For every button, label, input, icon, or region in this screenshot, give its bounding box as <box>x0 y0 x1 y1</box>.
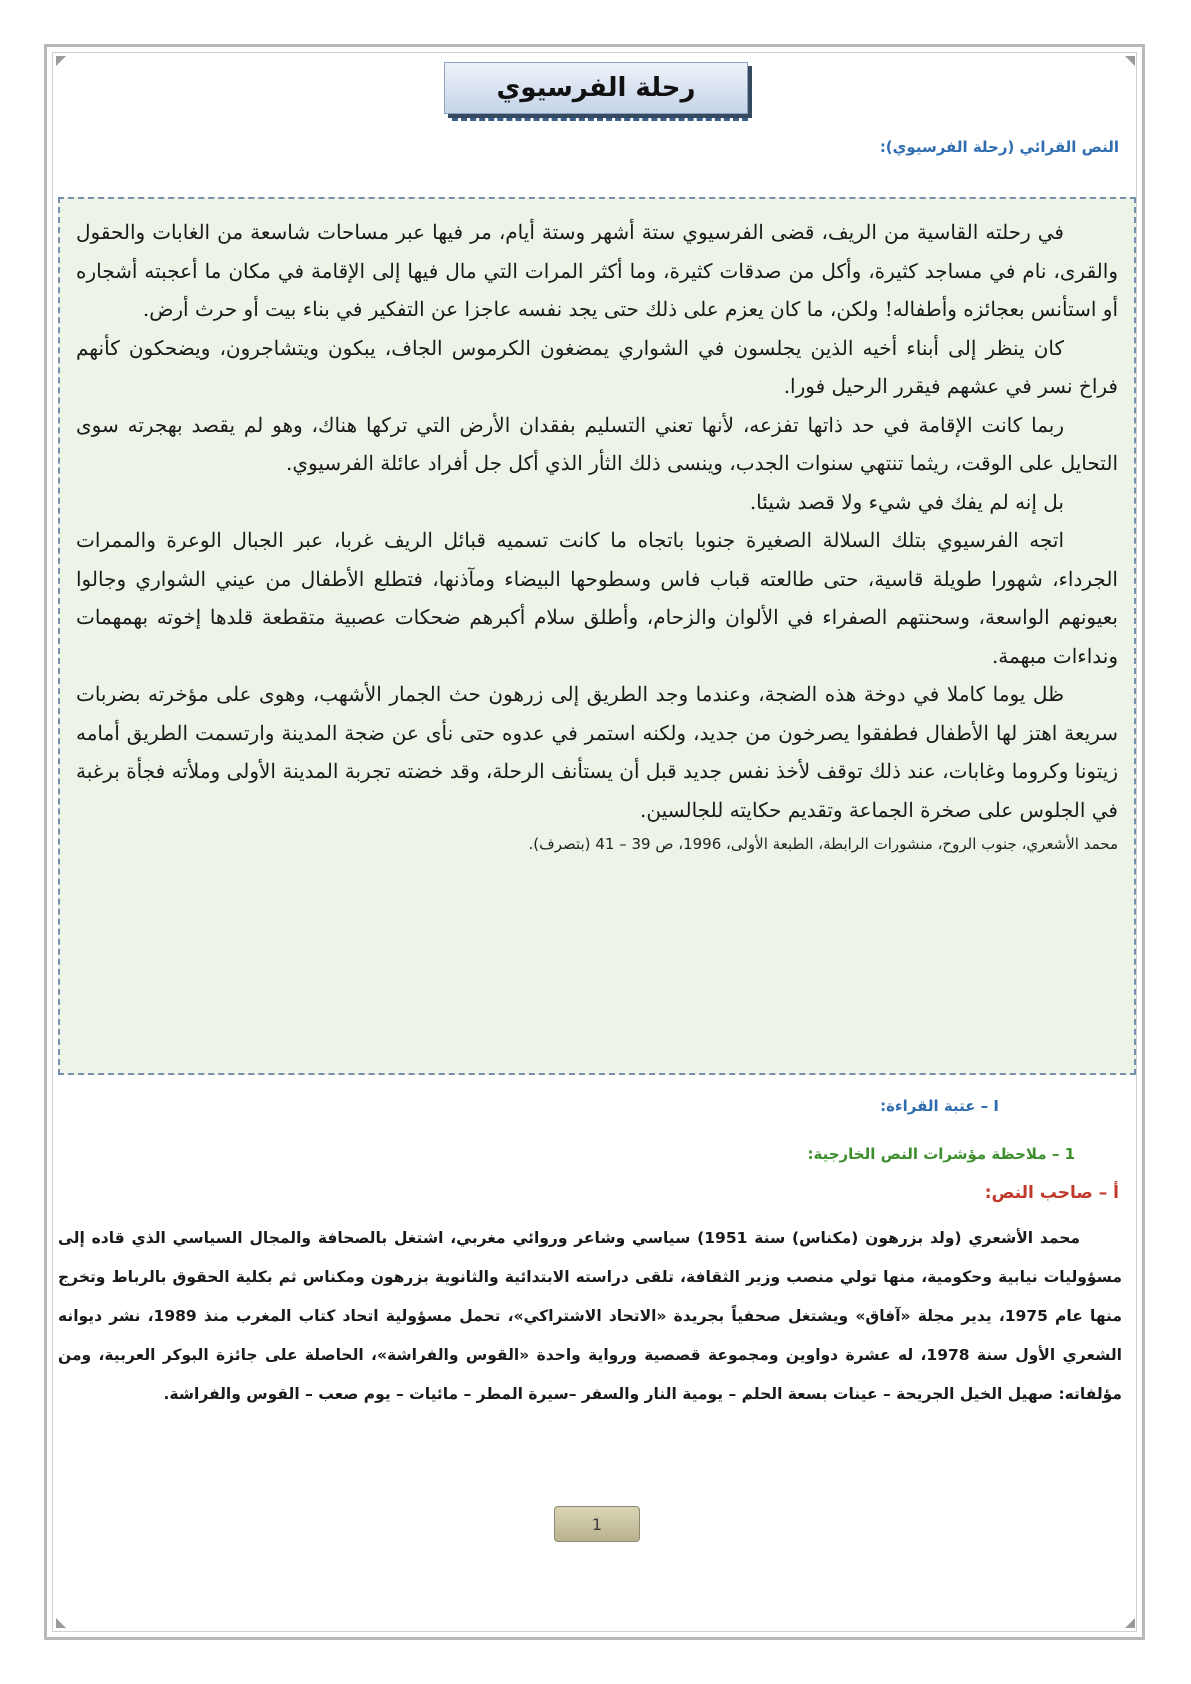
paragraph: بل إنه لم يفك في شيء ولا قصد شيئا. <box>749 489 1064 514</box>
corner-ornament <box>56 1618 66 1628</box>
paragraph: في رحلته القاسية من الريف، قضى الفرسيوي ستة أشهر وستة أيام، مر فيها عبر مساحات شاسعة من الغابات والحقول والقرى، نام في مساجد كثيرة، وأكل من صدقات كثيرة، وما أكثر المرات التي مال فيها إلى الإقامة في مكان ما أعجبته أشجاره أو استأنس بعجائزه وأطفاله! ولكن، ما كان يعزم على ذلك حتى يجد نفسه عاجزا عن التفكير في بناء بيت أو حرث أرض. <box>76 220 1118 321</box>
reading-text-label: النص القرائي (رحلة الفرسيوي): <box>879 138 1119 156</box>
heading-reading-threshold: I – عتبة القراءة: <box>880 1097 999 1115</box>
source-citation: محمد الأشعري، جنوب الروح، منشورات الرابطة، الطبعة الأولى، 1996، ص 39 – 41 (بتصرف). <box>528 835 1118 853</box>
paragraph: كان ينظر إلى أبناء أخيه الذين يجلسون في الشواري يمضغون الكرموس الجاف، يبكون ويتشاجرون، ويضحكون كأنهم فراخ نسر في عشهم فيقرر الرحيل فورا. <box>76 335 1118 398</box>
corner-ornament <box>1125 56 1135 66</box>
heading-external-indicators: 1 – ملاحظة مؤشرات النص الخارجية: <box>807 1145 1075 1163</box>
author-biography: محمد الأشعري (ولد بزرهون (مكناس) سنة 1951) سياسي وشاعر وروائي مغربي، اشتغل بالصحافة والمجال السياسي الذي قاده إلى مسؤوليات نيابية وحكومية، منها تولي منصب وزير الثقافة، تلقى دراسته الابتدائية والثانوية بزرهون ومكناس ثم بكلية الحقوق بالرباط وتخرج منها عام 1975، يدير مجلة «آفاق» ويشتغل صحفياً بجريدة «الاتحاد الاشتراكي»، تحمل مسؤولية اتحاد كتاب المغرب منذ 1989، نشر ديوانه الشعري الأول سنة 1978، له عشرة دواوين ومجموعة قصصية ورواية واحدة «القوس والفراشة»، الحاصلة على جائزة البوكر العربية، ومن مؤلفاته: صهيل الخيل الجريحة – عينات بسعة الحلم – يومية النار والسفر –سيرة المطر – مائيات – يوم صعب – القوس والفراشة. <box>58 1229 1122 1403</box>
page-number: 1 <box>554 1506 640 1542</box>
paragraph: ظل يوما كاملا في دوخة هذه الضجة، وعندما وجد الطريق إلى زرهون حث الجمار الأشهب، وهوى على مؤخرته بضربات سريعة اهتز لها الأطفال فطفقوا يصرخون من جديد، ولكنه استمر في عدوه حتى نأى عن ضجة المدينة وارتسمت الطريق أمامه زيتونا وكروما وغابات، عند ذلك توقف لأخذ نفس جديد قبل أن يستأنف الرحلة، وقد خضته تجربة المدينة الأولى وملأته فجأة برغبة في الجلوس على صخرة الجماعة وتقديم حكايته للجالسين. <box>76 682 1118 822</box>
corner-ornament <box>1125 1618 1135 1628</box>
heading-text-author: أ – صاحب النص: <box>984 1183 1119 1203</box>
corner-ornament <box>56 56 66 66</box>
paragraph: ربما كانت الإقامة في حد ذاتها تفزعه، لأنها تعني التسليم بفقدان الأرض التي تركها هناك، وهو لم يقصد بهجرته سوى التحايل على الوقت، ريثما تنتهي سنوات الجدب، وينسى ذلك الثأر الذي أكل جل أفراد عائلة الفرسيوي. <box>76 412 1118 475</box>
title-underline <box>452 118 748 121</box>
page-title: رحلة الفرسيوي <box>444 62 748 114</box>
reading-text-box <box>58 197 1136 1075</box>
paragraph: اتجه الفرسيوي بتلك السلالة الصغيرة جنوبا باتجاه ما كانت تسميه قبائل الريف غربا، عبر الجبال الوعرة والممرات الجرداء، شهورا طويلة قاسية، حتى طالعته قباب فاس وسطوحها البيضاء ومآذنها، فتطلع الأطفال من عيني الشواري وجالوا بعيونهم الواسعة، وسحنتهم الصفراء في الألوان والزحام، وأطلق سلام أكبرهم ضحكات عصبية متقطعة قلدها إخوته بهمهمات ونداءات مبهمة. <box>76 528 1118 668</box>
